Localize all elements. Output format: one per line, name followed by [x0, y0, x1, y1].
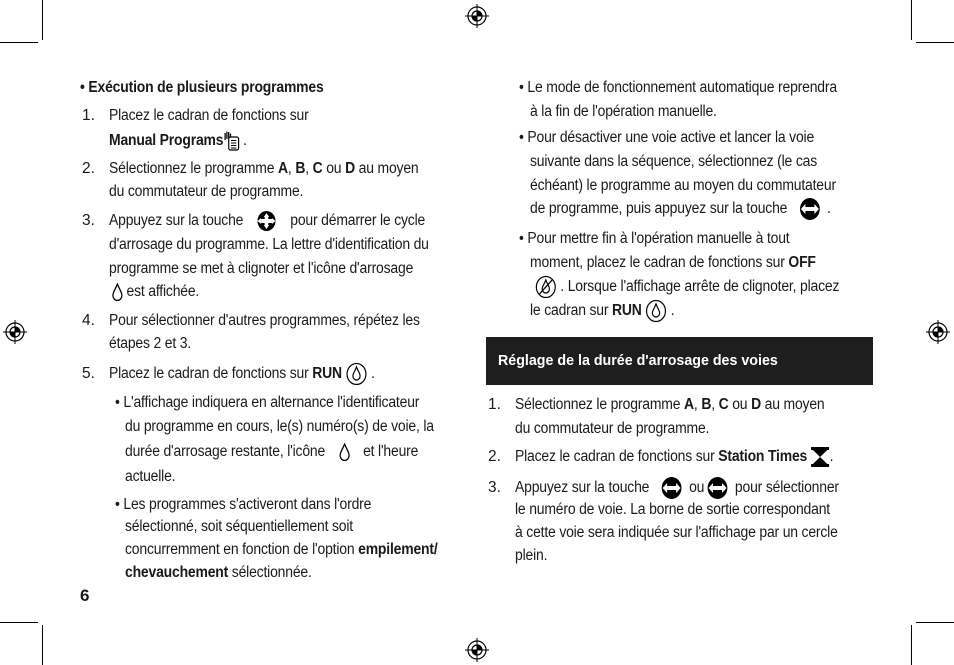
section-title: Réglage de la durée d'arrosage des voies: [498, 352, 778, 369]
crop-mark: [916, 622, 954, 623]
bullet-text: • Pour désactiver une voie active et lancer la voie: [519, 129, 815, 146]
arrow-button-icon: [796, 197, 823, 221]
bullet-text: échéant) le programme au moyen du commutateur: [530, 177, 836, 194]
manual-hand-icon: [223, 131, 243, 151]
bullet-text-part: le cadran sur: [530, 302, 609, 320]
step-number: 1.: [488, 396, 501, 413]
step-number: 1.: [82, 107, 95, 124]
step-text: à cette voie sera indiquée sur l'affichage par un cercle: [515, 524, 838, 541]
letter: D: [751, 396, 761, 413]
bullet-text: du programme en cours, le(s) numéro(s) de voie, la: [125, 418, 434, 435]
bullet-text-part: durée d'arrosage restante, l'icône: [125, 443, 326, 460]
bullet-text-part: . Lorsque l'affichage arrête de clignoter, placez: [560, 278, 840, 296]
hourglass-icon: [810, 446, 830, 468]
step-text-part: Placez le cadran de fonctions sur: [109, 365, 309, 383]
punctuation: .: [370, 365, 375, 383]
page-number: 6: [80, 586, 90, 605]
punctuation: .: [670, 302, 675, 320]
letter: B: [295, 160, 306, 177]
bullet-text-part: et l'heure: [363, 443, 419, 460]
bullet-text: [125, 538, 438, 562]
water-drop-icon: [112, 283, 123, 301]
bullet-text: [535, 275, 839, 299]
step-number: 3.: [82, 212, 95, 229]
bullet-text: • Les programmes s'activeront dans l'ordre: [115, 496, 372, 513]
step-text: d'arrosage du programme. La lettre d'identification du: [109, 236, 429, 253]
step-text: [515, 476, 839, 500]
water-drop-icon: [340, 443, 351, 461]
step-text: [109, 362, 375, 386]
step-text: Sélectionnez le programme A, B, C ou D au moyen: [515, 396, 825, 413]
bullet-text: [530, 251, 816, 275]
letter: C: [312, 160, 323, 177]
dial-position-label: RUN: [312, 365, 342, 383]
plus-arrows-button-icon: [254, 210, 279, 232]
step-text: [109, 129, 247, 153]
run-drop-icon: [645, 299, 667, 323]
step-text-part: Appuyez sur la touche: [515, 479, 650, 497]
crop-mark: [916, 42, 954, 43]
off-drop-icon: [535, 275, 557, 299]
bullet-text-part: chevauchement: [125, 564, 229, 581]
run-drop-icon: [346, 362, 368, 386]
bullet-text: [125, 561, 312, 585]
letter: B: [701, 396, 712, 413]
bullet-text: • Pour mettre fin à l'opération manuelle à tout: [519, 230, 790, 247]
bullet-text-part: sélectionnée.: [231, 564, 312, 581]
step-text: étapes 2 et 3.: [109, 335, 192, 352]
connector: ou: [326, 160, 342, 177]
step-number: 2.: [82, 160, 95, 177]
letter: A: [684, 396, 694, 413]
step-text: Pour sélectionner d'autres programmes, répétez les: [109, 312, 420, 329]
step-text: du commutateur de programme.: [109, 183, 304, 200]
registration-mark-icon: [926, 320, 950, 344]
step-number: 3.: [488, 479, 501, 496]
dial-position-label: RUN: [612, 302, 642, 320]
step-text-part: Appuyez sur la touche: [109, 212, 244, 229]
crop-mark: [42, 0, 43, 40]
punctuation: .: [243, 132, 247, 149]
step-text: [109, 209, 425, 233]
registration-mark-icon: [465, 638, 489, 662]
step-text: Sélectionnez le programme A, B, C ou D au moyen: [109, 160, 419, 177]
bullet-text: sélectionné, soit séquentiellement soit: [125, 518, 353, 535]
step-text: [515, 445, 833, 469]
bullet-text-part: concurremment en fonction de l'option: [125, 541, 355, 558]
step-text: le numéro de voie. La borne de sortie correspondant: [515, 501, 830, 518]
bullet-text: • Le mode de fonctionnement automatique reprendra: [519, 79, 837, 96]
step-text: [112, 280, 199, 304]
letter: C: [718, 396, 729, 413]
bullet-text-part: empilement/: [358, 541, 438, 558]
punctuation: .: [827, 200, 831, 218]
crop-mark: [0, 42, 38, 43]
arrow-button-icon: [658, 476, 685, 500]
letter: A: [278, 160, 288, 177]
dial-position-label: Station Times: [718, 448, 808, 465]
bullet-text-part: de programme, puis appuyez sur la touche: [530, 200, 788, 218]
step-text-part: pour sélectionner: [734, 479, 839, 497]
crop-mark: [911, 0, 912, 40]
step-text: programme se met à clignoter et l'icône d'arrosage: [109, 260, 414, 277]
letter: D: [345, 160, 355, 177]
step-text: Placez le cadran de fonctions sur: [109, 107, 309, 124]
step-text-part: est affichée.: [126, 283, 200, 300]
dial-position-label: Manual Programs: [109, 132, 224, 149]
punctuation: .: [829, 448, 834, 465]
registration-mark-icon: [465, 4, 489, 28]
arrow-button-icon: [704, 476, 731, 500]
connector: ou: [732, 396, 748, 413]
step-text: plein.: [515, 547, 548, 564]
step-number: 4.: [82, 312, 95, 329]
bullet-text: [530, 197, 831, 221]
crop-mark: [0, 622, 38, 623]
crop-mark: [42, 625, 43, 665]
step-number: 5.: [82, 365, 95, 382]
bullet-text: • L'affichage indiquera en alternance l'identificateur: [115, 394, 420, 411]
registration-mark-icon: [3, 320, 27, 344]
bullet-text: à la fin de l'opération manuelle.: [530, 103, 717, 120]
bullet-text: [530, 299, 674, 323]
bullet-text: actuelle.: [125, 468, 176, 485]
dial-position-label: OFF: [788, 254, 816, 271]
step-text-part: ou: [689, 479, 705, 497]
section-heading: • Exécution de plusieurs programmes: [80, 79, 324, 96]
step-text-part: Placez le cadran de fonctions sur: [515, 448, 715, 465]
bullet-text: [125, 440, 418, 464]
bullet-text: suivante dans la séquence, sélectionnez (le cas: [530, 153, 818, 170]
step-text-part: pour démarrer le cycle: [290, 212, 426, 229]
bullet-text-part: moment, placez le cadran de fonctions sur: [530, 254, 785, 271]
step-text: du commutateur de programme.: [515, 420, 710, 437]
section-title-bar: [486, 337, 873, 385]
step-number: 2.: [488, 448, 501, 465]
crop-mark: [911, 625, 912, 665]
